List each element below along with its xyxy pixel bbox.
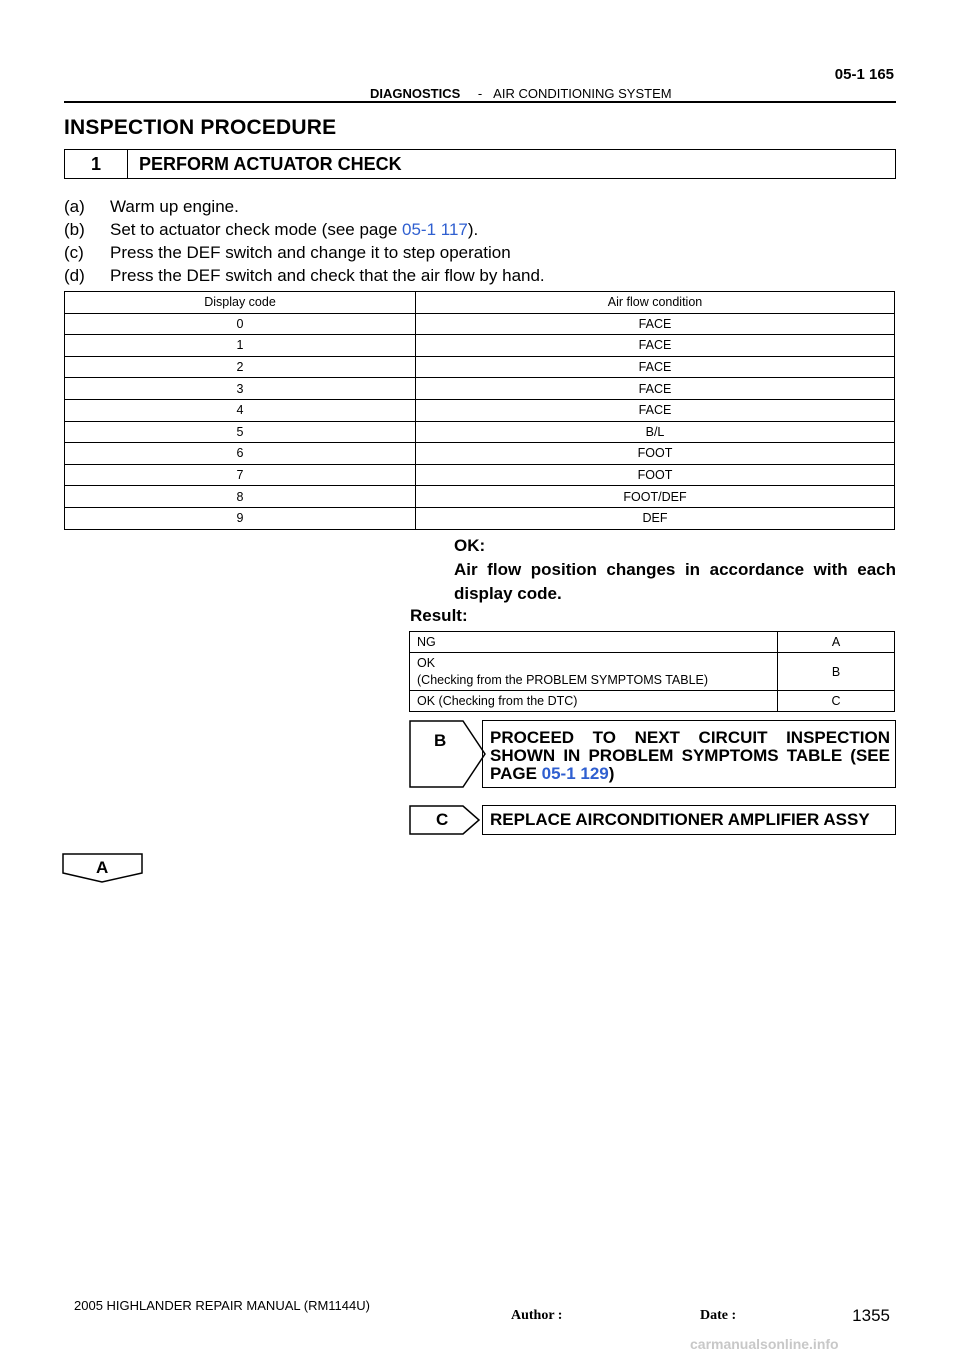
display-code-cell: 6	[65, 443, 416, 465]
branch-c-arrow-icon	[409, 805, 489, 835]
table-row	[65, 421, 895, 443]
display-code-cell: 4	[65, 399, 416, 421]
branch-b-letter: B	[434, 731, 447, 750]
instruction-text-end: ).	[467, 220, 479, 239]
branch-c-text: REPLACE AIRCONDITIONER AMPLIFIER ASSY	[490, 810, 870, 829]
instruction-text: Press the DEF switch and change it to step operation	[110, 243, 511, 262]
branch-b-arrow-icon	[409, 720, 489, 788]
instruction-a	[64, 197, 239, 217]
instruction-b	[64, 220, 478, 240]
table-row	[65, 464, 895, 486]
table-row	[65, 443, 895, 465]
table-row	[65, 356, 895, 378]
instruction-label: (a)	[64, 197, 85, 216]
branch-b-line1: PROCEED TO NEXT CIRCUIT INSPECTION	[490, 728, 890, 747]
display-code-cell: 7	[65, 464, 416, 486]
instruction-label: (b)	[64, 220, 85, 239]
air-flow-cell: FOOT/DEF	[416, 486, 895, 508]
air-flow-cell: FOOT	[416, 464, 895, 486]
instruction-text: Warm up engine.	[110, 197, 239, 216]
air-flow-cell: FOOT	[416, 443, 895, 465]
branch-c-box	[482, 805, 896, 835]
column-header-display-code: Display code	[65, 292, 416, 314]
ok-label: OK:	[454, 536, 486, 555]
result-text-line: OK	[417, 655, 436, 670]
ok-text: Air flow position changes in accordance with each display code.	[454, 560, 896, 603]
result-code-cell: C	[778, 691, 895, 712]
table-row	[410, 653, 895, 691]
display-code-cell: 3	[65, 378, 416, 400]
air-flow-cell: FACE	[416, 313, 895, 335]
display-code-cell: 1	[65, 335, 416, 357]
instruction-c	[64, 243, 511, 263]
branch-b-line3	[490, 765, 614, 783]
airflow-table	[64, 291, 895, 530]
display-code-cell: 5	[65, 421, 416, 443]
table-row	[65, 378, 895, 400]
header-separator: -	[477, 86, 483, 101]
result-table	[409, 631, 895, 712]
footer-date: Date :	[700, 1308, 737, 1323]
page-title: INSPECTION PROCEDURE	[64, 116, 337, 139]
branch-c-letter: C	[436, 810, 449, 829]
table-row	[65, 486, 895, 508]
branch-b-line3-end: )	[608, 764, 615, 783]
header-rule	[64, 101, 896, 103]
header-title	[370, 86, 672, 101]
header-subsection: AIR CONDITIONING SYSTEM	[493, 86, 672, 101]
display-code-cell: 9	[65, 507, 416, 529]
step-title: PERFORM ACTUATOR CHECK	[139, 154, 402, 174]
page-link-05-1-129[interactable]: 05-1 129	[541, 764, 609, 783]
result-text-cell	[410, 653, 778, 691]
branch-a-letter: A	[96, 858, 109, 877]
step-header	[64, 149, 896, 179]
result-text-line: (Checking from the PROBLEM SYMPTOMS TABLE)	[417, 672, 709, 687]
result-code-cell: A	[778, 632, 895, 653]
footer-page-number: 1355	[852, 1306, 890, 1325]
step-number: 1	[65, 150, 128, 178]
instruction-label: (d)	[64, 266, 85, 285]
footer-author: Author :	[511, 1308, 563, 1323]
header-section: DIAGNOSTICS	[370, 86, 461, 101]
column-header-air-flow: Air flow condition	[416, 292, 895, 314]
table-row	[65, 313, 895, 335]
display-code-cell: 0	[65, 313, 416, 335]
result-text-cell: NG	[410, 632, 778, 653]
branch-b-line2: SHOWN IN PROBLEM SYMPTOMS TABLE (SEE	[490, 746, 890, 765]
result-label: Result:	[410, 606, 468, 625]
instruction-text: Set to actuator check mode (see page	[110, 220, 403, 239]
instruction-text: Press the DEF switch and check that the air flow by hand.	[110, 266, 545, 285]
air-flow-cell: B/L	[416, 421, 895, 443]
footer-manual: 2005 HIGHLANDER REPAIR MANUAL (RM1144U)	[74, 1298, 370, 1313]
table-row	[410, 632, 895, 653]
air-flow-cell: FACE	[416, 399, 895, 421]
air-flow-cell: FACE	[416, 356, 895, 378]
display-code-cell: 8	[65, 486, 416, 508]
instruction-label: (c)	[64, 243, 84, 262]
table-row	[65, 399, 895, 421]
table-row	[65, 335, 895, 357]
result-code-cell: B	[778, 653, 895, 691]
display-code-cell: 2	[65, 356, 416, 378]
air-flow-cell: FACE	[416, 378, 895, 400]
table-row	[410, 691, 895, 712]
branch-b-box	[482, 720, 896, 788]
table-row	[65, 507, 895, 529]
instruction-d	[64, 266, 545, 286]
watermark: carmanualsonline.info	[690, 1336, 839, 1352]
result-text-cell: OK (Checking from the DTC)	[410, 691, 778, 712]
page-code: 05-1 165	[834, 66, 894, 83]
air-flow-cell: DEF	[416, 507, 895, 529]
table-header-row	[65, 292, 895, 314]
branch-b-line3-text: PAGE	[490, 764, 542, 783]
air-flow-cell: FACE	[416, 335, 895, 357]
page-link-05-1-117[interactable]: 05-1 117	[402, 220, 468, 239]
